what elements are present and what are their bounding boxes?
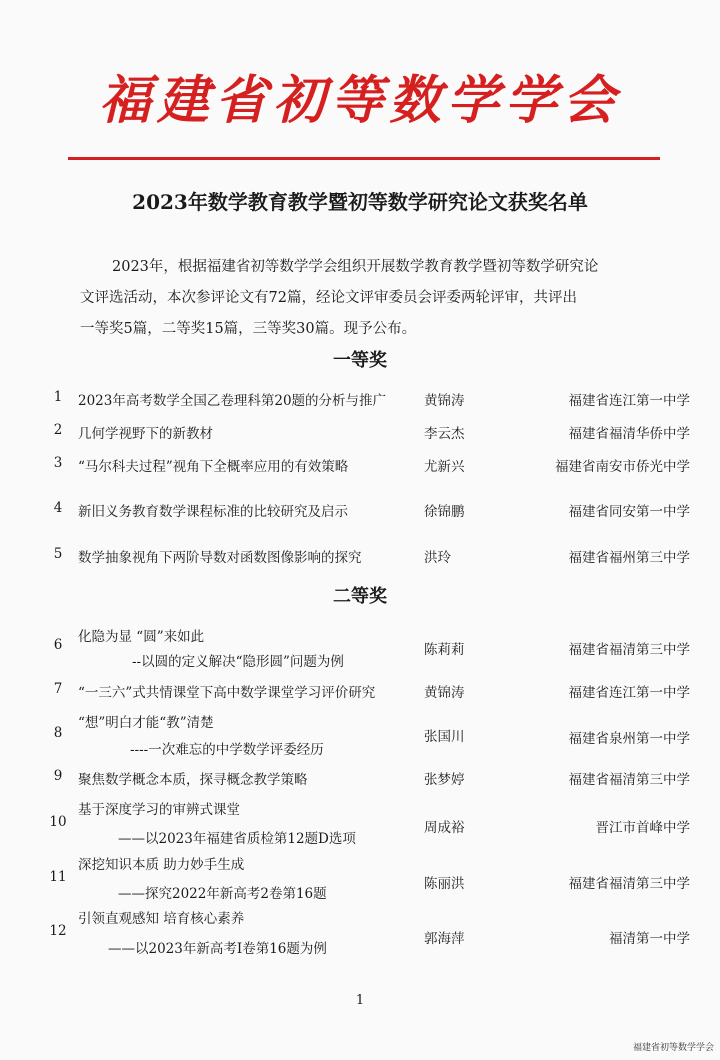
award-row (0, 907, 720, 959)
award-row (0, 711, 720, 761)
entry-subtitle: ——探究2022年新高考2卷第16题 (118, 886, 327, 902)
entry-author: 黄锦涛 (424, 685, 465, 701)
entry-number: 9 (53, 768, 63, 784)
entry-number: 12 (49, 923, 67, 939)
section-heading-second-prize: 二等奖 (333, 586, 387, 607)
award-row (0, 681, 720, 705)
entry-number: 10 (49, 814, 67, 830)
entry-number: 2 (53, 422, 63, 438)
entry-title: “马尔科夫过程”视角下全概率应用的有效策略 (78, 459, 349, 475)
masthead-logo: 福建省初等数学学会 (98, 70, 621, 131)
entry-school: 福建省福州第三中学 (568, 550, 690, 566)
entry-school: 福建省泉州第一中学 (568, 731, 690, 747)
entry-title: “一三六”式共情课堂下高中数学课堂学习评价研究 (78, 685, 376, 701)
entry-school: 福建省福清华侨中学 (568, 426, 690, 442)
award-row (0, 389, 720, 413)
entry-number: 6 (53, 637, 63, 653)
entry-author: 郭海萍 (424, 931, 465, 947)
entry-title: “想”明白才能“教”清楚 (78, 715, 214, 731)
intro-paragraph (80, 252, 660, 345)
entry-author: 周成裕 (424, 820, 465, 836)
entry-school: 福建省南安市侨光中学 (555, 459, 690, 475)
entry-author: 陈丽洪 (424, 876, 465, 892)
entry-school: 福建省连江第一中学 (568, 393, 690, 409)
entry-title: 几何学视野下的新教材 (78, 426, 213, 442)
award-row (0, 500, 720, 524)
entry-author: 尤新兴 (424, 459, 465, 475)
award-row (0, 546, 720, 570)
award-row (0, 768, 720, 792)
entry-number: 5 (53, 546, 63, 562)
award-row (0, 455, 720, 479)
entry-school: 福建省福清第三中学 (568, 772, 690, 788)
red-divider (68, 157, 660, 160)
award-row (0, 625, 720, 675)
entry-subtitle: --以圆的定义解决“隐形圆”问题为例 (132, 654, 344, 670)
entry-subtitle: ----一次难忘的中学数学评委经历 (130, 742, 324, 758)
page-number: 1 (355, 993, 365, 1008)
entry-number: 4 (53, 500, 63, 516)
entry-author: 张国川 (424, 729, 465, 745)
entry-subtitle: ——以2023年福建省质检第12题D选项 (118, 831, 356, 847)
entry-author: 洪玲 (424, 550, 451, 566)
entry-author: 黄锦涛 (424, 393, 465, 409)
document-title: 2023年数学教育教学暨初等数学研究论文获奖名单 (132, 190, 588, 214)
award-row (0, 422, 720, 446)
entry-title: 引领直观感知 培育核心素养 (78, 911, 245, 927)
entry-author: 李云杰 (424, 426, 465, 442)
entry-subtitle: ——以2023年新高考Ⅰ卷第16题为例 (108, 941, 327, 957)
watermark: 福建省初等数学学会 (632, 1043, 714, 1053)
entry-author: 张梦婷 (424, 772, 465, 788)
intro-line: 文评选活动，本次参评论文有72篇，经论文评审委员会评委两轮评审，共评出 (80, 290, 577, 306)
entry-number: 8 (53, 725, 63, 741)
entry-title: 基于深度学习的审辨式课堂 (78, 802, 240, 818)
entry-school: 福建省福清第三中学 (568, 642, 690, 658)
entry-number: 3 (53, 455, 63, 471)
entry-school: 福建省同安第一中学 (568, 504, 690, 520)
award-row (0, 798, 720, 850)
entry-title: 新旧义务教育数学课程标准的比较研究及启示 (78, 504, 348, 520)
entry-author: 徐锦鹏 (424, 504, 465, 520)
section-heading-first-prize: 一等奖 (333, 350, 387, 371)
entry-author: 陈莉莉 (424, 642, 465, 658)
award-row (0, 853, 720, 905)
entry-title: 数学抽象视角下两阶导数对函数图像影响的探究 (78, 550, 362, 566)
entry-title: 2023年高考数学全国乙卷理科第20题的分析与推广 (78, 393, 387, 409)
entry-title: 化隐为显 “圆”来如此 (78, 629, 205, 645)
entry-school: 晋江市首峰中学 (595, 820, 690, 836)
entry-title: 聚焦数学概念本质，探寻概念教学策略 (78, 772, 308, 788)
entry-school: 福建省连江第一中学 (568, 685, 690, 701)
entry-number: 7 (53, 681, 63, 697)
entry-school: 福建省福清第三中学 (568, 876, 690, 892)
intro-line: 一等奖5篇，二等奖15篇，三等奖30篇。现予公布。 (80, 321, 417, 337)
entry-school: 福清第一中学 (609, 931, 690, 947)
entry-title: 深挖知识本质 助力妙手生成 (78, 857, 245, 873)
intro-line: 2023年，根据福建省初等数学学会组织开展数学教育教学暨初等数学研究论 (112, 259, 599, 275)
entry-number: 1 (53, 389, 63, 405)
entry-number: 11 (49, 869, 67, 885)
